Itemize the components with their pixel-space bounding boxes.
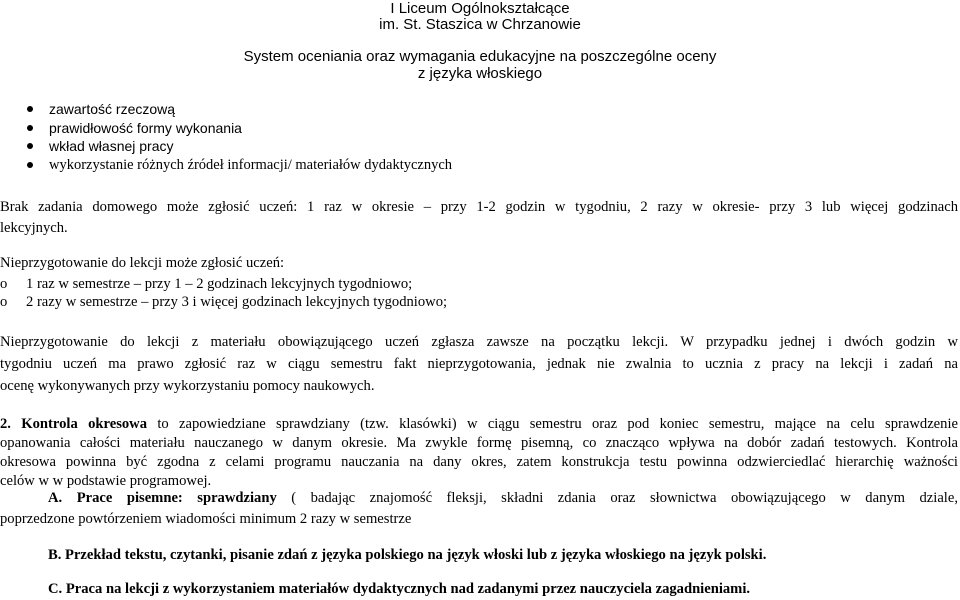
unprepared-intro: Nieprzygotowanie do lekcji może zgłosić uczeń:: [0, 255, 285, 271]
periodic-test-section: 2. Kontrola okresowa to zapowiedziane sprawdziany (tzw. klasówki) w ciągu semestru oraz pod koniec semestru, mające na celu sprawdzenie opanowania całości materiału nauczanego w danym okresie. Ma zwykle formę pisemną, co znacząco wpływa na dobór zadań testowych. Kontrola okresowa powinna być zgodna z celami programu nauczania na dany okres, zatem konstrukcja testu powinna odzwierciedlać hierarchię ważności celów w w podstawie programowej.: [0, 416, 958, 489]
unprepared-paragraph: Nieprzygotowanie do lekcji z materiału obowiązującego uczeń zgłasza zawsze na początku lekcji. W przypadku jednej i dwóch godzin w tygodniu uczeń ma prawo zgłosić raz w ciągu semestru fakt nieprzygotowania, jednak nie zwalnia to ucznia z pracy na lekcji i zadań na ocenę wykonywanych przy wykorzystaniu pomocy naukowych.: [0, 334, 958, 394]
list-item: wykorzystanie różnych źródeł informacji/ materiałów dydaktycznych: [27, 156, 452, 175]
subsection-a: A. Prace pisemne: sprawdziany ( badając znajomość fleksji, składni zdania oraz słownictwa obowiązującego w danym dziale, poprzedzone powtórzeniem wiadomości minimum 2 razy w semestrze: [0, 490, 958, 527]
bullet-icon: [27, 106, 33, 112]
subsection-c: C. Praca na lekcji z wykorzystaniem materiałów dydaktycznych nad zadanymi przez nauczyciela zagadnieniami.: [48, 581, 751, 597]
homework-paragraph: Brak zadania domowego może zgłosić uczeń: 1 raz w okresie – przy 1-2 godzin w tygodniu, 2 razy w okresie- przy 3 lub więcej godzinach lekcyjnych.: [0, 199, 958, 236]
section-number: 2.: [0, 416, 11, 432]
circle-bullet-icon: o: [0, 294, 8, 310]
subsection-b: B. Przekład tekstu, czytanki, pisanie zdań z języka polskiego na język włoski lub z języka włoskiego na język polski.: [48, 547, 767, 563]
list-item: wkład własnej pracy: [27, 137, 452, 156]
list-item: o 1 raz w semestrze – przy 1 – 2 godzinach lekcyjnych tygodniowo;: [0, 274, 412, 295]
school-patron: im. St. Staszica w Chrzanowie: [379, 16, 581, 33]
circle-bullet-icon: o: [0, 276, 8, 292]
school-name: I Liceum Ogólnokształcące: [390, 0, 570, 17]
section-heading: Kontrola okresowa: [21, 416, 148, 432]
subsection-a-heading: Prace pisemne: sprawdziany: [76, 490, 277, 506]
document-subtitle: z języka włoskiego: [417, 65, 543, 82]
list-item: o 2 razy w semestrze – przy 3 i więcej godzinach lekcyjnych tygodniowo;: [0, 292, 447, 313]
list-item: prawidłowość formy wykonania: [27, 119, 452, 138]
document-title: System oceniania oraz wymagania edukacyjne na poszczególne oceny: [243, 48, 717, 65]
criteria-list: [27, 100, 452, 174]
bullet-icon: [27, 162, 33, 168]
bullet-icon: [27, 125, 33, 131]
bullet-icon: [27, 143, 33, 149]
list-item: zawartość rzeczową: [27, 100, 452, 119]
subsection-a-label: A.: [48, 490, 63, 506]
